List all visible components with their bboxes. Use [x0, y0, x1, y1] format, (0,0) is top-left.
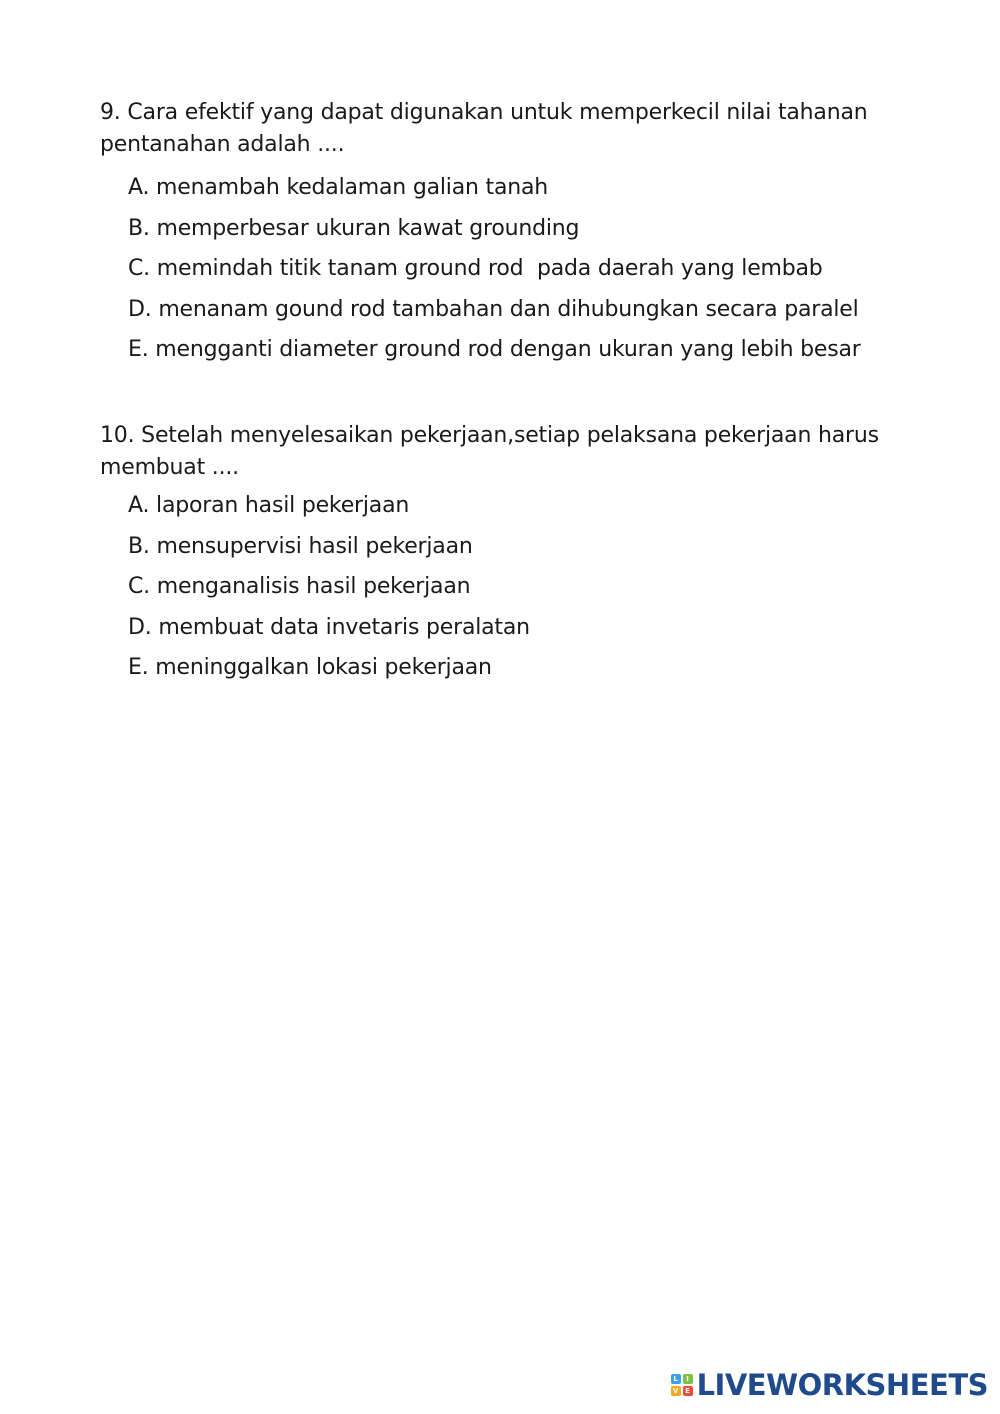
- option-e: E. mengganti diameter ground rod dengan ukuran yang lebih besar: [128, 337, 861, 362]
- option-c: C. memindah titik tanam ground rod pada daerah yang lembab: [128, 256, 823, 281]
- logo-mark-square: E: [683, 1386, 693, 1396]
- option-b: B. mensupervisi hasil pekerjaan: [128, 533, 473, 559]
- option-a: A. menambah kedalaman galian tanah: [128, 175, 548, 200]
- option-a: A. laporan hasil pekerjaan: [128, 493, 410, 518]
- question-text-line-2: pentanahan adalah ....: [100, 132, 345, 157]
- logo-mark-square: V: [671, 1386, 681, 1396]
- option-c: C. menganalisis hasil pekerjaan: [128, 574, 471, 599]
- logo-mark-square: I: [683, 1374, 693, 1384]
- logo-text: LIVEWORKSHEETS: [696, 1368, 988, 1402]
- question-text: [100, 97, 900, 161]
- options-list: [100, 168, 900, 371]
- question-text-line-1: 10. Setelah menyelesaikan pekerjaan,setiap pelaksana pekerjaan harus: [100, 423, 879, 448]
- option-e: E. meninggalkan lokasi pekerjaan: [128, 655, 492, 680]
- options-list: [100, 486, 900, 689]
- question-9: [100, 97, 900, 371]
- question-10: [100, 420, 900, 689]
- question-text-line-2: membuat ....: [100, 455, 239, 480]
- liveworksheets-logo: [671, 1368, 988, 1402]
- question-text-line-1: 9. Cara efektif yang dapat digunakan untuk memperkecil nilai tahanan: [100, 100, 868, 125]
- option-d: D. menanam gound rod tambahan dan dihubungkan secara paralel: [128, 296, 859, 322]
- question-text: [100, 420, 900, 484]
- option-b: B. memperbesar ukuran kawat grounding: [128, 215, 580, 241]
- logo-mark-icon: [671, 1374, 693, 1396]
- logo-mark-square: L: [671, 1374, 681, 1384]
- option-d: D. membuat data invetaris peralatan: [128, 614, 530, 640]
